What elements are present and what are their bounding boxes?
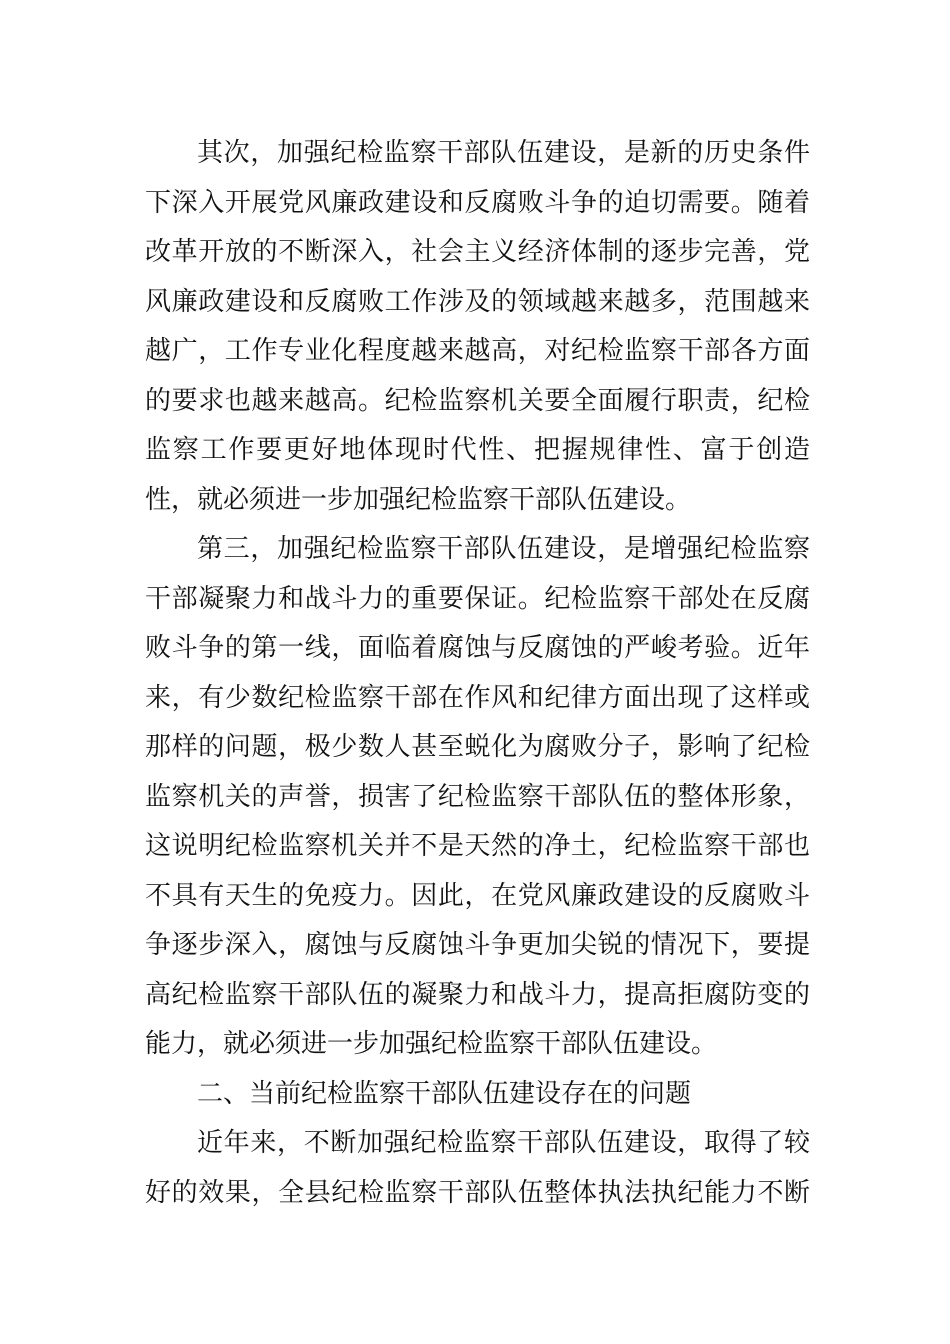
paragraph-line: 的要求也越来越高。纪检监察机关要全面履行职责，纪检 [145,385,810,416]
paragraph-line: 干部凝聚力和战斗力的重要保证。纪检监察干部处在反腐 [145,583,810,614]
paragraph-line: 监察机关的声誉，损害了纪检监察干部队伍的整体形象， [145,781,810,812]
section-heading: 二、当前纪检监察干部队伍建设存在的问题 [197,1078,692,1109]
paragraph-line: 高纪检监察干部队伍的凝聚力和战斗力，提高拒腐防变的 [145,979,810,1010]
paragraph-line: 能力，就必须进一步加强纪检监察干部队伍建设。 [145,1029,718,1059]
paragraph-line: 不具有天生的免疫力。因此，在党风廉政建设的反腐败斗 [145,880,810,911]
paragraph-line: 这说明纪检监察机关并不是天然的净土，纪检监察干部也 [145,831,810,861]
paragraph-line: 其次，加强纪检监察干部队伍建设，是新的历史条件 [197,138,810,168]
paragraph-line: 来，有少数纪检监察干部在作风和纪律方面出现了这样或 [145,682,810,713]
paragraph-line: 性，就必须进一步加强纪检监察干部队伍建设。 [145,484,692,515]
paragraph-line: 败斗争的第一线，面临着腐蚀与反腐蚀的严峻考验。近年 [145,633,810,663]
paragraph-line: 改革开放的不断深入，社会主义经济体制的逐步完善，党 [145,237,810,267]
paragraph-line: 那样的问题，极少数人甚至蜕化为腐败分子，影响了纪检 [145,732,810,762]
paragraph-line: 下深入开展党风廉政建设和反腐败斗争的迫切需要。随着 [145,187,810,218]
paragraph-line: 近年来，不断加强纪检监察干部队伍建设，取得了较 [197,1128,810,1158]
paragraph-line: 争逐步深入，腐蚀与反腐蚀斗争更加尖锐的情况下，要提 [145,930,810,960]
document-body [145,129,810,1218]
paragraph-line: 第三，加强纪检监察干部队伍建设，是增强纪检监察 [197,534,810,564]
paragraph-line: 越广，工作专业化程度越来越高，对纪检监察干部各方面 [145,336,810,366]
paragraph-line: 监察工作要更好地体现时代性、把握规律性、富于创造 [145,435,810,465]
paragraph-line: 好的效果，全县纪检监察干部队伍整体执法执纪能力不断 [145,1177,810,1208]
paragraph-line: 风廉政建设和反腐败工作涉及的领域越来越多，范围越来 [145,286,810,317]
